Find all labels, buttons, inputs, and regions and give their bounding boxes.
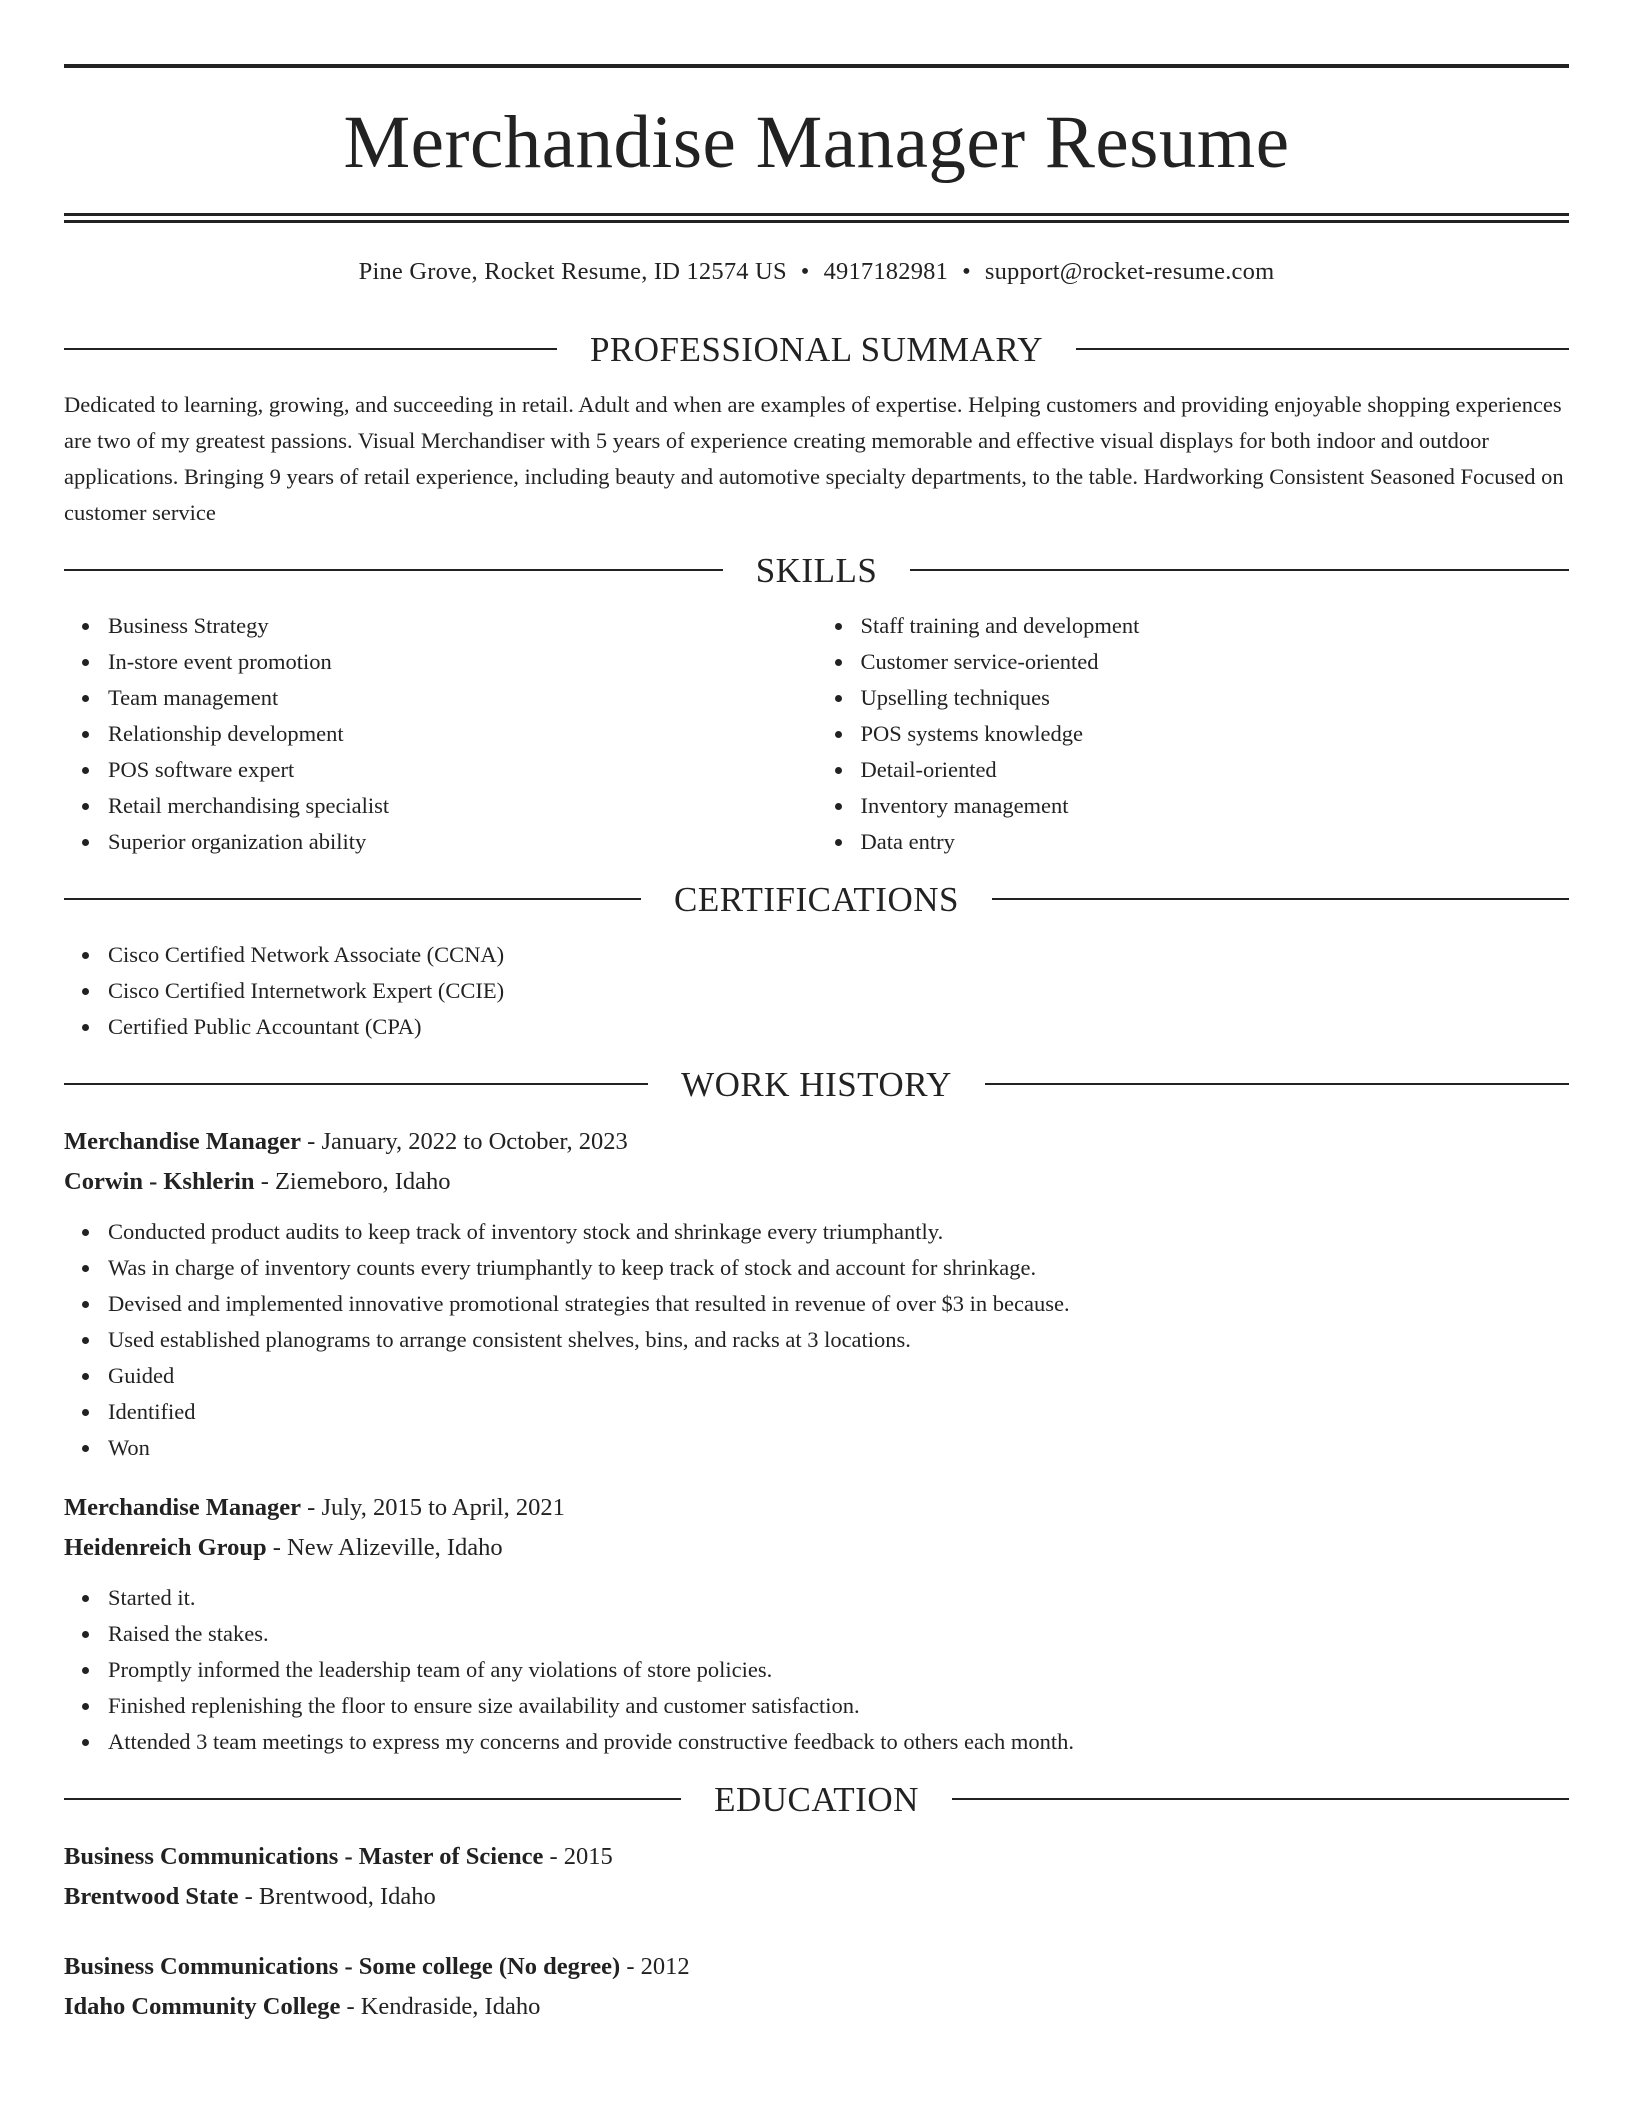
job-location: - New Alizeville, Idaho [266, 1533, 503, 1561]
skill-item: Inventory management [861, 788, 1570, 824]
education-year: - 2012 [620, 1952, 690, 1980]
job-bullet: Guided [108, 1358, 1569, 1394]
education-location: - Kendraside, Idaho [340, 1992, 541, 2020]
education-school-line [64, 1877, 1569, 1917]
education-degree: Business Communications - Some college (No degree) [64, 1952, 621, 1980]
education-school-line [64, 1987, 1569, 2027]
job-bullet: Won [108, 1430, 1569, 1466]
skills-columns [64, 608, 1569, 860]
summary-heading: PROFESSIONAL SUMMARY [589, 329, 1044, 369]
contact-separator: • [800, 258, 810, 285]
summary-text: Dedicated to learning, growing, and succeeding in retail. Adult and when are examples of expertise. Helping customers and providing enjoyable shopping experiences are two of my greatest passions. Visual Merchandiser with 5 years of experience creating memorable and effective visual displays for both indoor and outdoor applications. Bringing 9 years of retail experience, including beauty and automotive specialty departments, to the table. Hardworking Consistent Seasoned Focused on customer service [64, 391, 1564, 525]
contact-line [64, 260, 1569, 285]
job-title: Merchandise Manager [64, 1493, 302, 1521]
job-location: - Ziemeboro, Idaho [254, 1167, 451, 1195]
contact-email: support@rocket-resume.com [984, 258, 1275, 285]
job-company: Heidenreich Group [64, 1533, 267, 1561]
skill-item: Data entry [861, 824, 1570, 860]
job-bullet: Promptly informed the leadership team of any violations of store policies. [108, 1652, 1569, 1688]
skill-item: Business Strategy [108, 608, 817, 644]
skill-item: Superior organization ability [108, 824, 817, 860]
certification-item: Certified Public Accountant (CPA) [108, 1009, 1569, 1045]
contact-address: Pine Grove, Rocket Resume, ID 12574 US [358, 258, 787, 285]
job-bullet: Was in charge of inventory counts every triumphantly to keep track of stock and account for shrinkage. [108, 1250, 1569, 1286]
job-company: Corwin - Kshlerin [64, 1167, 255, 1195]
divider-line [952, 1798, 1569, 1800]
title-double-rule [64, 213, 1569, 223]
job-title: Merchandise Manager [64, 1127, 302, 1155]
certification-item: Cisco Certified Internetwork Expert (CCIE) [108, 973, 1569, 1009]
summary-section-header [64, 329, 1569, 369]
contact-phone: 4917182981 [823, 258, 949, 285]
skills-heading: SKILLS [755, 550, 878, 590]
divider-line [64, 1083, 648, 1085]
divider-line [985, 1083, 1569, 1085]
education-degree-line [64, 1837, 1569, 1877]
job-bullets [64, 1214, 1569, 1466]
divider-line [910, 569, 1569, 571]
work-section-header [64, 1064, 1569, 1104]
job-bullet: Devised and implemented innovative promotional strategies that resulted in revenue of over $3 in because. [108, 1286, 1569, 1322]
job-title-line [64, 1488, 1569, 1528]
job-bullet: Used established planograms to arrange consistent shelves, bins, and racks at 3 locations. [108, 1322, 1569, 1358]
certifications-heading: CERTIFICATIONS [674, 879, 959, 919]
skill-item: Customer service-oriented [861, 644, 1570, 680]
divider-line [1076, 348, 1569, 350]
divider-line [64, 569, 723, 571]
job-bullet: Started it. [108, 1580, 1569, 1616]
job-bullet: Attended 3 team meetings to express my concerns and provide constructive feedback to others each month. [108, 1724, 1569, 1760]
job-bullet: Finished replenishing the floor to ensure size availability and customer satisfaction. [108, 1688, 1569, 1724]
job-bullets [64, 1580, 1569, 1760]
education-school: Brentwood State [64, 1882, 239, 1910]
skill-item: In-store event promotion [108, 644, 817, 680]
skill-item: Relationship development [108, 716, 817, 752]
education-school: Idaho Community College [64, 1992, 341, 2020]
job-bullet: Conducted product audits to keep track of inventory stock and shrinkage every triumphantly. [108, 1214, 1569, 1250]
education-degree: Business Communications - Master of Science [64, 1842, 544, 1870]
education-location: - Brentwood, Idaho [238, 1882, 436, 1910]
job-entry [64, 1488, 1569, 1760]
job-entry [64, 1122, 1569, 1466]
skills-list-left [64, 608, 817, 860]
certifications-section-header [64, 879, 1569, 919]
top-rule [64, 64, 1569, 68]
job-bullet: Raised the stakes. [108, 1616, 1569, 1652]
skill-item: POS systems knowledge [861, 716, 1570, 752]
divider-line [64, 348, 557, 350]
divider-line [64, 1798, 681, 1800]
skill-item: Retail merchandising specialist [108, 788, 817, 824]
skill-item: Team management [108, 680, 817, 716]
divider-line [992, 898, 1569, 900]
divider-line [64, 898, 641, 900]
work-heading: WORK HISTORY [681, 1064, 952, 1104]
job-dates: - January, 2022 to October, 2023 [301, 1127, 628, 1155]
education-section-header [64, 1779, 1569, 1819]
job-dates: - July, 2015 to April, 2021 [301, 1493, 565, 1521]
resume-page [64, 64, 1569, 2027]
certification-item: Cisco Certified Network Associate (CCNA) [108, 937, 1569, 973]
contact-separator: • [962, 258, 971, 285]
certifications-list [64, 937, 1569, 1045]
education-entry [64, 1947, 1569, 2027]
job-title-line [64, 1122, 1569, 1162]
skill-item: POS software expert [108, 752, 817, 788]
education-degree-line [64, 1947, 1569, 1987]
job-bullet: Identified [108, 1394, 1569, 1430]
skill-item: Staff training and development [861, 608, 1570, 644]
skill-item: Upselling techniques [861, 680, 1570, 716]
education-entry [64, 1837, 1569, 1917]
skills-list-right [817, 608, 1570, 860]
job-company-line [64, 1528, 1569, 1568]
job-company-line [64, 1162, 1569, 1202]
skill-item: Detail-oriented [861, 752, 1570, 788]
skills-section-header [64, 550, 1569, 590]
education-year: - 2015 [543, 1842, 613, 1870]
education-heading: EDUCATION [714, 1779, 919, 1819]
page-title: Merchandise Manager Resume [343, 101, 1290, 184]
